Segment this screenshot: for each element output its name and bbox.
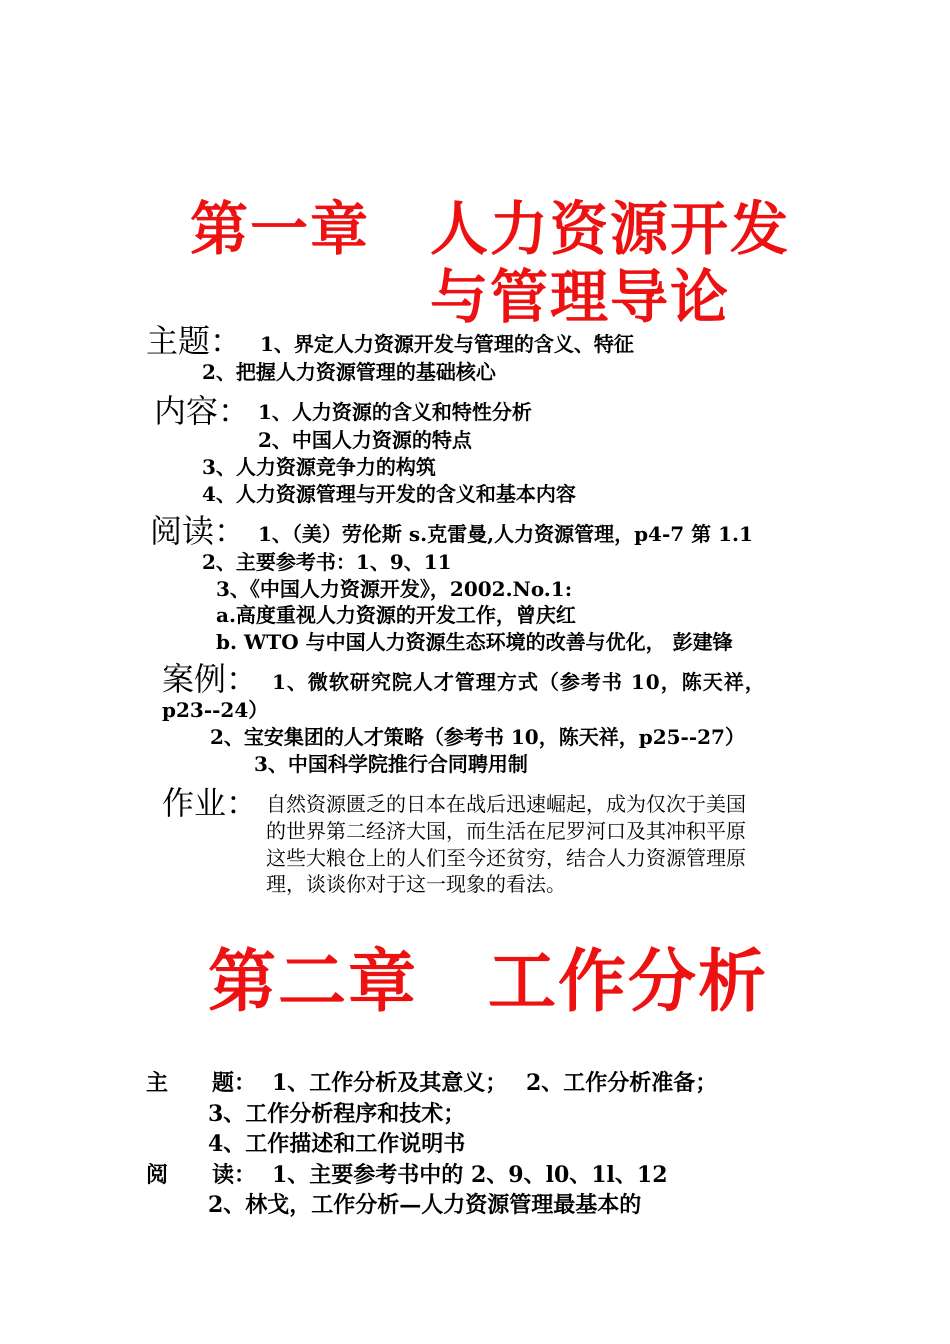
theme-label: 主题： [146, 322, 243, 360]
homework-label: 作业： [162, 784, 259, 822]
homework-line: 这些大粮仓上的人们至今还贫穷，结合人力资源管理原 [266, 846, 746, 870]
chapter1-title-line2: 与管理导论 [430, 263, 731, 331]
content-item: 4、人力资源管理与开发的含义和基本内容 [202, 482, 576, 506]
ch2-theme-item: 3、工作分析程序和技术； [208, 1101, 466, 1127]
chapter2-title: 第二章 工作分析 [208, 943, 769, 1022]
reading-label: 阅读： [150, 512, 247, 550]
ch2-theme-item: 4、工作描述和工作说明书 [208, 1131, 466, 1157]
reading-item: b. WTO 与中国人力资源生态环境的改善与优化， 彭建锋 [216, 630, 733, 654]
content-item: 2、中国人力资源的特点 [258, 428, 472, 452]
case-item: 1、微软研究院人才管理方式（参考书 10，陈天祥， [272, 670, 766, 694]
reading-item: 1、（美）劳伦斯 s.克雷曼,人力资源管理，p4-7 第 1.1 [258, 522, 753, 546]
reading-item: a.高度重视人力资源的开发工作，曾庆红 [216, 603, 576, 627]
theme-item: 1、界定人力资源开发与管理的含义、特征 [260, 332, 634, 356]
homework-line: 的世界第二经济大国，而生活在尼罗河口及其冲积平原 [266, 819, 746, 843]
content-label: 内容： [154, 392, 251, 430]
reading-item: 2、主要参考书：1、9、11 [202, 550, 452, 574]
case-item: p23--24） [162, 698, 269, 722]
case-label: 案例： [162, 660, 259, 698]
ch2-reading-label: 阅 读： [146, 1162, 257, 1188]
case-item: 3、中国科学院推行合同聘用制 [254, 752, 528, 776]
theme-item: 2、把握人力资源管理的基础核心 [202, 360, 496, 384]
ch2-reading-line1: 1、主要参考书中的 2、9、l0、1l、12 [272, 1162, 668, 1188]
content-item: 1、人力资源的含义和特性分析 [258, 400, 532, 424]
case-item: 2、宝安集团的人才策略（参考书 10，陈天祥，p25--27） [210, 725, 745, 749]
homework-line: 自然资源匮乏的日本在战后迅速崛起，成为仅次于美国 [266, 792, 746, 816]
ch2-reading-item: 2、林戈，工作分析—人力资源管理最基本的 [208, 1192, 642, 1218]
homework-line: 理，谈谈你对于这一现象的看法。 [266, 872, 566, 896]
content-item: 3、人力资源竞争力的构筑 [202, 455, 436, 479]
ch2-theme-label: 主 题： [146, 1070, 257, 1096]
chapter1-title-line1: 第一章 人力资源开发 [190, 195, 791, 263]
ch2-theme-line1: 1、工作分析及其意义； 2、工作分析准备； [272, 1070, 718, 1096]
reading-item: 3、《中国人力资源开发》，2002.No.1: [216, 577, 573, 601]
